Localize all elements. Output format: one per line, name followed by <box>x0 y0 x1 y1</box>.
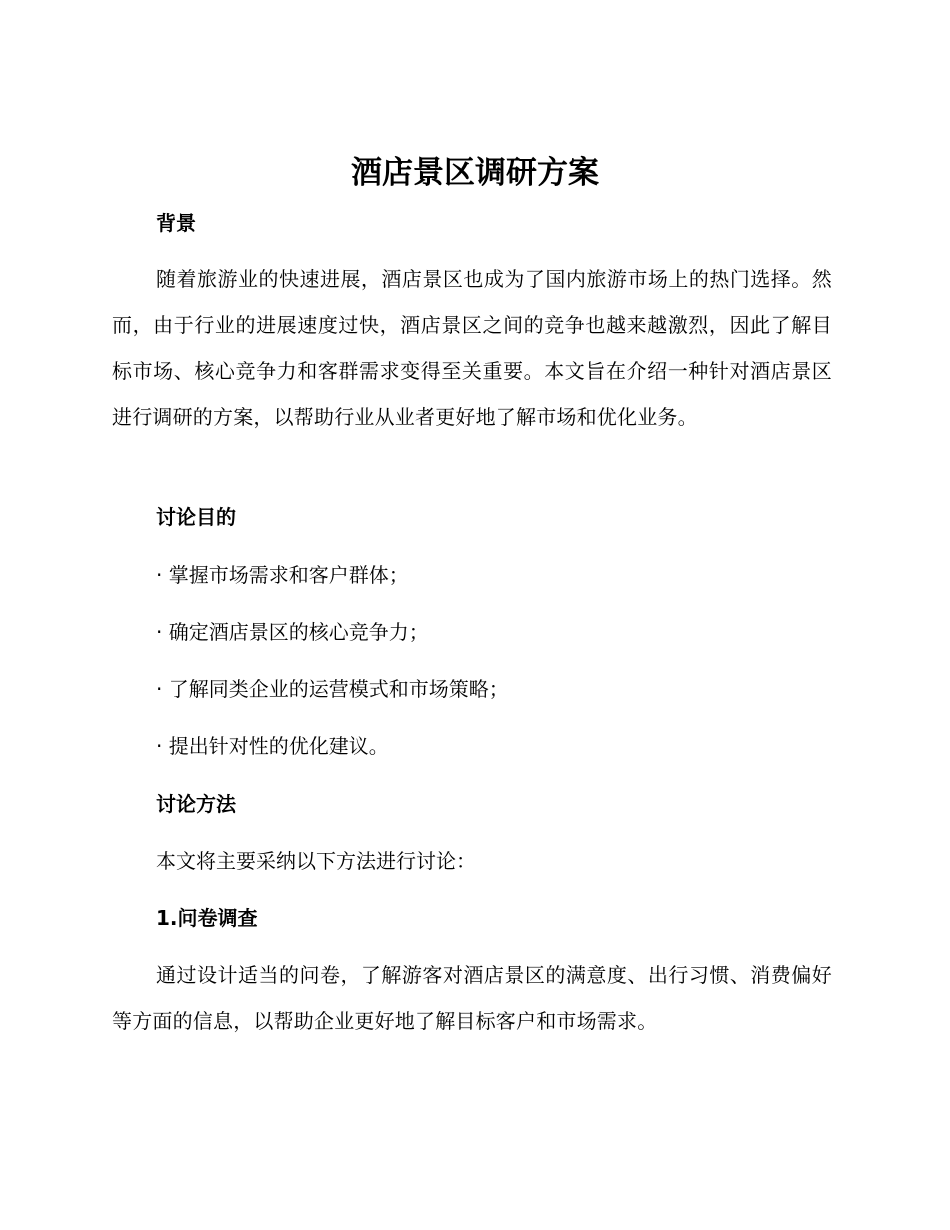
section-heading-background: 背景 <box>156 211 196 235</box>
questionnaire-paragraph: 通过设计适当的问卷，了解游客对酒店景区的满意度、出行习惯、消费偏好等方面的信息，以帮助企业更好地了解目标客户和市场需求。 <box>112 963 832 1033</box>
document-title: 酒店景区调研方案 <box>351 155 599 191</box>
section-heading-purpose: 讨论目的 <box>156 505 236 529</box>
subsection-heading-questionnaire: 1.问卷调查 <box>156 906 258 930</box>
method-intro: 本文将主要采纳以下方法进行讨论： <box>156 849 476 873</box>
section-heading-method: 讨论方法 <box>156 792 236 816</box>
purpose-item-4: · 提出针对性的优化建议。 <box>156 734 389 758</box>
purpose-item-2: · 确定酒店景区的核心竞争力； <box>156 620 429 644</box>
purpose-item-3: · 了解同类企业的运营模式和市场策略； <box>156 677 509 701</box>
purpose-item-1: · 掌握市场需求和客户群体； <box>156 563 409 587</box>
background-paragraph: 随着旅游业的快速进展，酒店景区也成为了国内旅游市场上的热门选择。然而，由于行业的进展速度过快，酒店景区之间的竞争也越来越激烈，因此了解目标市场、核心竞争力和客群需求变得至关重要。本文旨在介绍一种针对酒店景区进行调研的方案，以帮助行业从业者更好地了解市场和优化业务。 <box>112 267 832 429</box>
